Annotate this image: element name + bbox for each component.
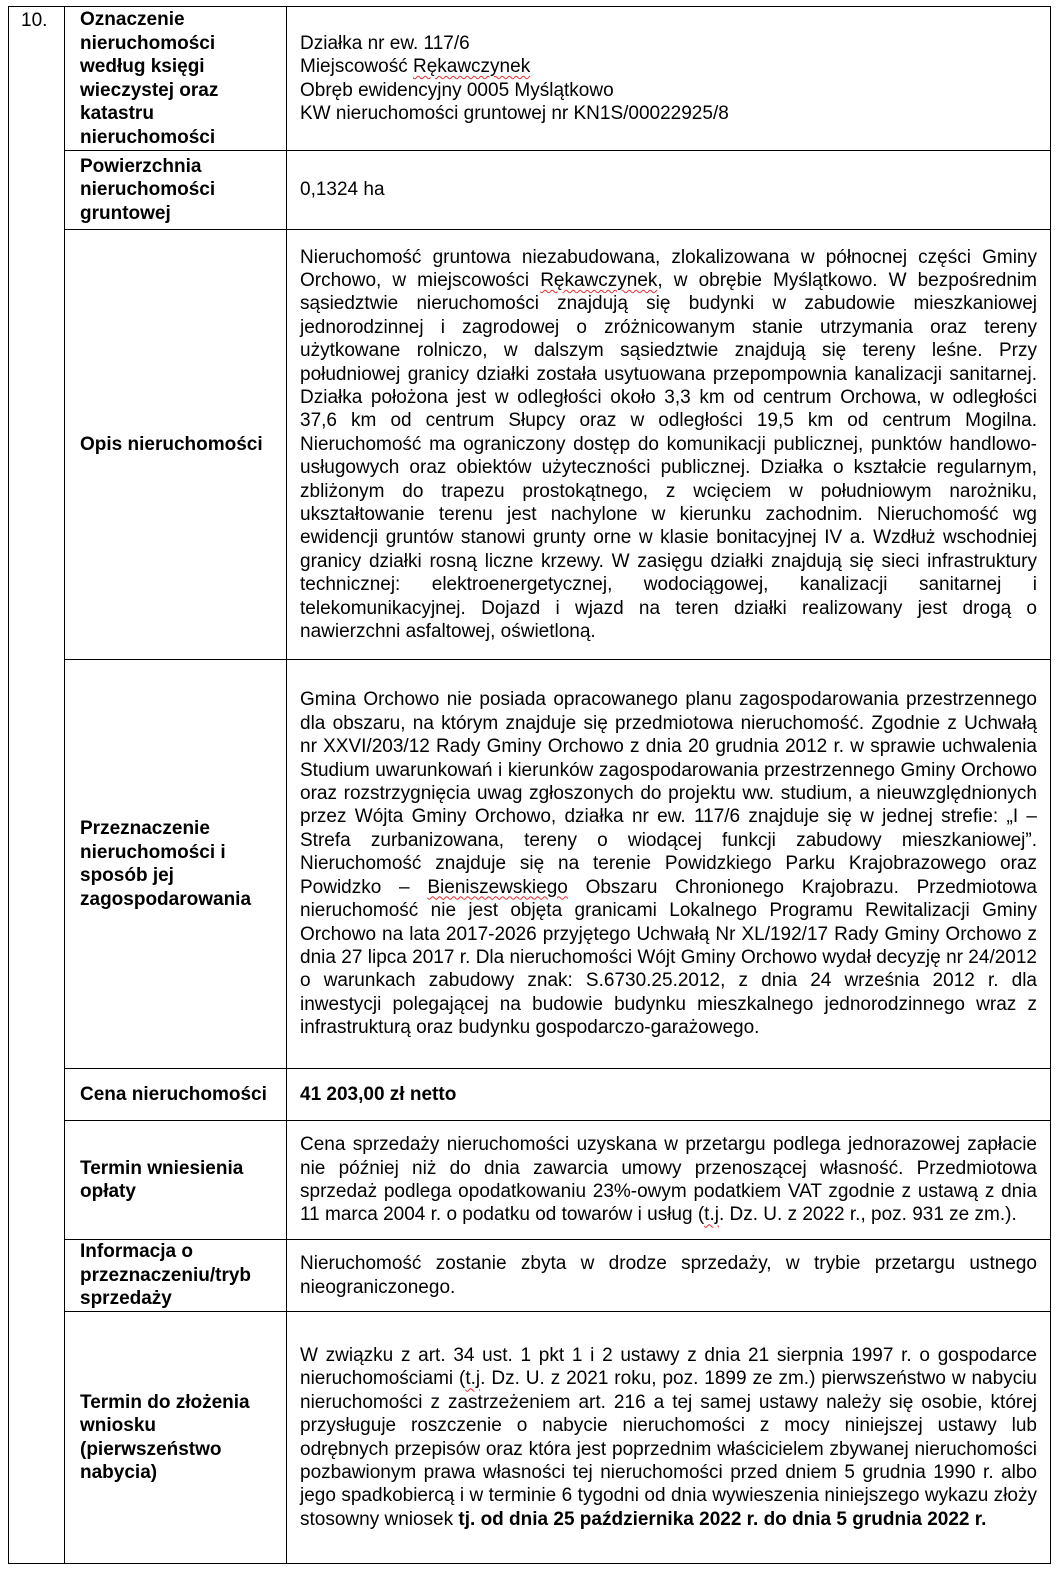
- kw-number: KW nieruchomości gruntowej nr KN1S/00022925/8: [300, 102, 729, 124]
- przeznaczenie-text-1: Gmina Orchowo nie posiada opracowanego planu zagospodarowania przestrzennego dla obszaru, na którym znajduje się przedmiotowa nieruchomość. Zgodnie z Uchwałą nr XXVI/203/12 Rady Gminy Orchowo z dnia 20 grudnia 2012 r. w sprawie uchwalenia Studium uwarunkowań i kierunków zagospodarowania przestrzennego Gminy Orchowo oraz rozstrzygnięcia uwag zgłoszonych do projektu ww. studium, a nieuwzględnionych przez Wójta Gminy Orchowo, działka nr ew. 117/6 znajduje się w jednej strefie: „I – Strefa zurbanizowana, tereny o wiodącej funkcji zabudowy mieszkaniowej”. Nieruchomość znajduje się na terenie Powidzkiego Parku Krajobrazowego oraz Powidzko –: [300, 689, 1037, 898]
- row-powierzchnia: [9, 151, 1051, 230]
- label-powierzchnia: Powierzchnia nieruchomości gruntowej: [65, 151, 287, 230]
- miejscowosc: [300, 55, 1037, 78]
- miejscowosc-name: Rękawczynek: [412, 56, 531, 78]
- label-wniosek: Termin do złożenia wniosku (pierwszeństwo nabycia): [65, 1312, 287, 1564]
- label-termin-oplaty: Termin wniesienia opłaty: [65, 1121, 287, 1240]
- value-wniosek: [287, 1312, 1051, 1564]
- value-tryb: Nieruchomość zostanie zbyta w drodze sprzedaży, w trybie przetargu ustnego nieograniczonego.: [287, 1240, 1051, 1312]
- row-opis: [9, 230, 1051, 660]
- label-oznaczenie: Oznaczenie nieruchomości według księgi wieczystej oraz katastru nieruchomości: [65, 7, 287, 151]
- value-opis: [287, 230, 1051, 660]
- obreb: Obręb ewidencyjny 0005 Myślątkowo: [300, 79, 614, 101]
- value-powierzchnia: 0,1324 ha: [287, 151, 1051, 230]
- property-listing-table: [8, 6, 1051, 1564]
- label-cena: Cena nieruchomości: [65, 1069, 287, 1121]
- value-oznaczenie: [287, 7, 1051, 151]
- opis-place: Rękawczynek: [540, 269, 658, 291]
- wniosek-text-2: . Dz. U. z 2021 roku, poz. 1899 ze zm.) pierwszeństwo w nabyciu nieruchomości z zastrzeżeniem art. 216 a tej samej ustawy należy się osobie, której przysługuje roszczenie o nabycie nieruchomości z mocy niniejszej ustawy lub odrębnych przepisów oraz która jest poprzednim właścicielem zbywanej nieruchomości pozbawionym prawa własności tej nieruchomości przed dniem 5 grudnia 1990 r. albo jego spadkobiercą i w terminie 6 tygodni od dnia wywieszenia niniejszego wykazu złoży stosowny wniosek: [300, 1368, 1037, 1530]
- oplaty-abbr: t.j: [704, 1204, 719, 1226]
- wniosek-dates: tj. od dnia 25 października 2022 r. do dnia 5 grudnia 2022 r.: [458, 1508, 987, 1530]
- wniosek-abbr: t.j: [465, 1368, 481, 1390]
- row-tryb: [9, 1240, 1051, 1312]
- opis-text-1: Nieruchomość gruntowa niezabudowana, zlokalizowana w północnej części Gminy Orchowo, w miejscowości: [300, 246, 1037, 291]
- label-opis: Opis nieruchomości: [65, 230, 287, 660]
- miejscowosc-prefix: Miejscowość: [300, 56, 413, 78]
- label-przeznaczenie: Przeznaczenie nieruchomości i sposób jej zagospodarowania: [65, 660, 287, 1069]
- row-termin-oplaty: [9, 1121, 1051, 1240]
- przeznaczenie-place: Bieniszewskiego: [427, 876, 568, 898]
- wniosek-text-1: W związku z art. 34 ust. 1 pkt 1 i 2 ustawy z dnia 21 sierpnia 1997 r. o gospodarce nieruchomościami (: [300, 1344, 1037, 1390]
- opis-text-2: , w obrębie Myślątkowo. W bezpośrednim sąsiedztwie nieruchomości znajdują się budynki w zabudowie mieszkaniowej jednorodzinnej i zagrodowej o zróżnicowanym stanie utrzymania oraz tereny użytkowane rolniczo, w dalszym sąsiedztwie znajdują się tereny leśne. Przy południowej granicy działki została usytuowana przepompownia kanalizacji sanitarnej. Działka położona jest w odległości około 3,3 km od centrum Orchowa, w odległości 37,6 km od centrum Słupcy oraz w odległości 19,5 km od centrum Mogilna. Nieruchomość ma ograniczony dostęp do komunikacji publicznej, punktów handlowo-usługowych oraz obiektów użyteczności publicznej. Działka o kształcie regularnym, zbliżonym do trapezu prostokątnego, z wcięciem w południowym narożniku, ukształtowanie terenu jest nachylone w kierunku zachodnim. Nieruchomość wg ewidencji gruntów stanowi grunty orne w klasie bonitacyjnej IV a. Wzdłuż wschodniej granicy działki rosną liczne krzewy. W zasięgu działki znajdują się sieci infrastruktury technicznej: elektroenergetycznej, wodociągowej, kanalizacji sanitarnej i telekomunikacyjnej. Dojazd i wjazd na teren działki realizowany jest drogą o nawierzchni asfaltowej, oświetloną.: [300, 269, 1037, 643]
- label-tryb: Informacja o przeznaczeniu/tryb sprzedaży: [65, 1240, 287, 1312]
- dzialka-number: Działka nr ew. 117/6: [300, 32, 470, 54]
- item-number: 10.: [9, 7, 65, 1564]
- przeznaczenie-text-2: Obszaru Chronionego Krajobrazu. Przedmiotowa nieruchomość nie jest objęta granicami Lokalnego Programu Rewitalizacji Gminy Orchowo na lata 2017-2026 przyjętego Uchwałą Nr XL/192/17 Rady Gminy Orchowo z dnia 27 lipca 2017 r. Dla nieruchomości Wójt Gminy Orchowo wydał decyzję nr 24/2012 o warunkach zabudowy znak: S.6730.25.2012, z dnia 24 września 2012 r. dla inwestycji polegającej na budowie budynku mieszkalnego jednorodzinnego wraz z infrastrukturą oraz budynku gospodarczo-garażowego.: [300, 876, 1037, 1039]
- row-oznaczenie: [9, 7, 1051, 151]
- value-przeznaczenie: [287, 660, 1051, 1069]
- oplaty-text-1: Cena sprzedaży nieruchomości uzyskana w przetargu podlega jednorazowej zapłacie nie później niż do dnia zawarcia umowy przenoszącej własność. Przedmiotowa sprzedaż podlega opodatkowaniu 23%-owym podatkiem VAT zgodnie z ustawą z dnia 11 marca 2004 r. o podatku od towarów i usług (: [300, 1134, 1037, 1226]
- row-wniosek: [9, 1312, 1051, 1564]
- value-cena: 41 203,00 zł netto: [287, 1069, 1051, 1121]
- row-przeznaczenie: [9, 660, 1051, 1069]
- oplaty-text-2: . Dz. U. z 2022 r., poz. 931 ze zm.).: [718, 1204, 1017, 1226]
- value-termin-oplaty: [287, 1121, 1051, 1240]
- row-cena: [9, 1069, 1051, 1121]
